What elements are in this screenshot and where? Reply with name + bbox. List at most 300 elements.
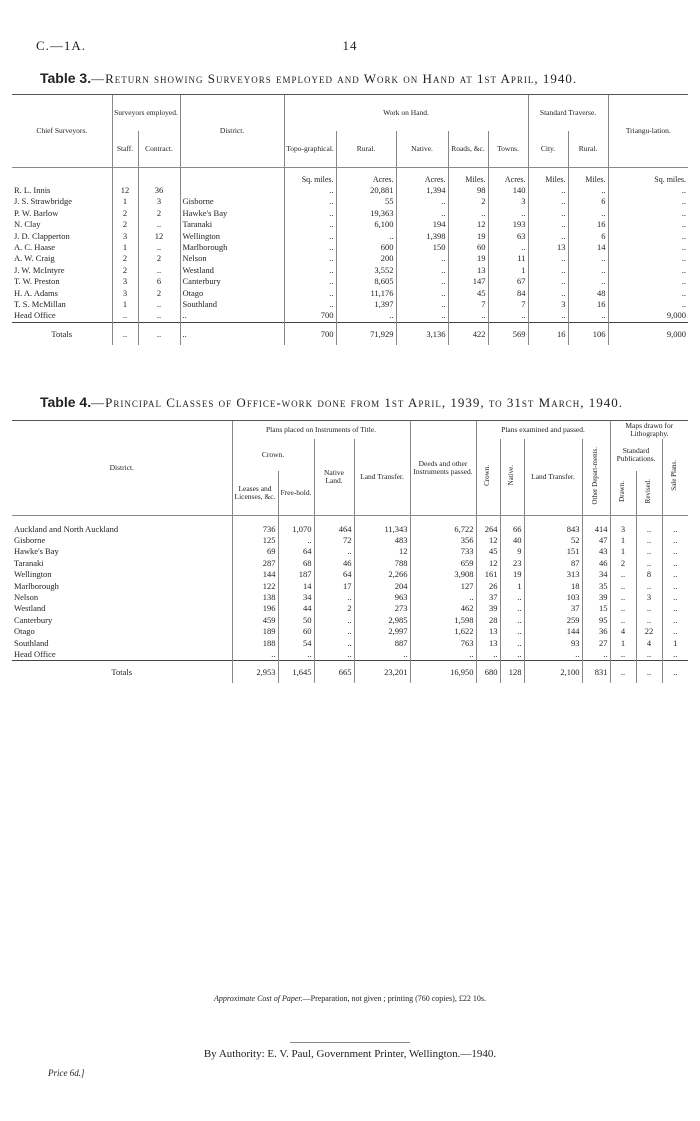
table-cell: ..: [314, 649, 354, 661]
table-cell: 4: [636, 638, 662, 649]
table-cell: ..: [528, 253, 568, 264]
th4-ex-native: Native.: [500, 439, 524, 515]
table-cell: Westland: [180, 265, 284, 276]
table-cell: 1: [488, 265, 528, 276]
totals-cell: 2,100: [524, 661, 582, 684]
table-cell: ..: [284, 242, 336, 253]
table-cell: 2,997: [354, 626, 410, 637]
table-cell: 3,552: [336, 265, 396, 276]
totals-cell: 3,136: [396, 322, 448, 345]
table-cell: ..: [568, 310, 608, 322]
table-cell: ..: [284, 231, 336, 242]
totals-cell: 680: [476, 661, 500, 684]
table-cell: 196: [232, 603, 278, 614]
table-cell: ..: [284, 288, 336, 299]
table-cell: ..: [488, 310, 528, 322]
table-cell: 125: [232, 535, 278, 546]
table-cell: 48: [568, 288, 608, 299]
th4-ex-crown: Crown.: [476, 439, 500, 515]
table-cell: ..: [662, 569, 688, 580]
table-cell: 659: [410, 558, 476, 569]
table-cell: Hawke's Bay: [180, 208, 284, 219]
totals-cell: ..: [610, 661, 636, 684]
table-cell: 122: [232, 581, 278, 592]
table-cell: ..: [528, 265, 568, 276]
table-cell: ..: [662, 626, 688, 637]
table-cell: ..: [528, 276, 568, 287]
table-cell: 26: [476, 581, 500, 592]
table-cell: ..: [608, 219, 688, 230]
table-cell: A. C. Haase: [14, 241, 56, 252]
table-cell: ..: [610, 569, 636, 580]
table-cell: ..: [138, 265, 180, 276]
table-cell: 18: [524, 581, 582, 592]
table-cell: ..: [488, 208, 528, 219]
table-cell: 11,343: [354, 515, 410, 535]
table-cell: ..: [448, 208, 488, 219]
unit-cell: Sq. miles.: [284, 167, 336, 185]
table-cell: 763: [410, 638, 476, 649]
table-cell: T. W. Preston: [14, 276, 60, 287]
table-cell: J. D. Clapperton: [14, 230, 70, 241]
table-cell: 60: [448, 242, 488, 253]
table-cell: Wellington: [14, 569, 52, 580]
table-cell: ..: [396, 208, 448, 219]
table-cell: ..: [500, 649, 524, 661]
table-cell: Westland: [14, 603, 46, 614]
table-cell: ..: [608, 242, 688, 253]
table-cell: 788: [354, 558, 410, 569]
table-row: [12, 535, 688, 546]
table-cell: 84: [488, 288, 528, 299]
table-cell: 1: [112, 299, 138, 310]
unit-cell: [12, 167, 112, 185]
table-cell: ..: [524, 649, 582, 661]
table-cell: A. W. Craig: [14, 253, 55, 264]
table-cell: 27: [582, 638, 610, 649]
table-cell: 189: [232, 626, 278, 637]
table-cell: 2: [610, 558, 636, 569]
table-cell: ..: [336, 310, 396, 322]
table-row: [12, 196, 688, 207]
table-cell: 200: [336, 253, 396, 264]
th4-revised: Revised.: [636, 471, 662, 515]
table-cell: ..: [396, 265, 448, 276]
table-row: [12, 546, 688, 557]
unit-cell: [112, 167, 138, 185]
totals-cell: 1,645: [278, 661, 314, 684]
table-cell: 188: [232, 638, 278, 649]
table-row: [12, 649, 688, 661]
table-row: [12, 569, 688, 580]
totals-cell: ..: [138, 322, 180, 345]
table-cell: 462: [410, 603, 476, 614]
table-row: [12, 242, 688, 253]
table-cell: J. S. Strawbridge: [14, 196, 73, 207]
table-cell: 2: [138, 288, 180, 299]
table-cell: ..: [500, 638, 524, 649]
table-cell: 464: [314, 515, 354, 535]
table-cell: ..: [610, 603, 636, 614]
table-cell: 47: [582, 535, 610, 546]
table-cell: R. L. Innis: [14, 184, 51, 195]
totals-cell: 16: [528, 322, 568, 345]
table-cell: 20,881: [336, 185, 396, 196]
table-cell: 2,266: [354, 569, 410, 580]
table-cell: ..: [528, 208, 568, 219]
authority-line: By Authority: E. V. Paul, Government Printer, Wellington.—1940.: [203, 1048, 497, 1060]
table-cell: ..: [608, 276, 688, 287]
table-cell: 16: [568, 299, 608, 310]
unit-cell: Miles.: [448, 167, 488, 185]
th-city: City.: [528, 131, 568, 167]
totals-row: [12, 661, 688, 684]
th-rural2: Rural.: [568, 131, 608, 167]
table-cell: 60: [278, 626, 314, 637]
table-cell: ..: [662, 558, 688, 569]
totals-cell: 569: [488, 322, 528, 345]
table-cell: ..: [396, 299, 448, 310]
table-row: [12, 288, 688, 299]
table-cell: 64: [314, 569, 354, 580]
table-cell: T. S. McMillan: [14, 298, 66, 309]
table-row: [12, 515, 688, 535]
table-cell: ..: [354, 649, 410, 661]
table-row: [12, 615, 688, 626]
table-cell: 1: [662, 638, 688, 649]
table-cell: ..: [396, 288, 448, 299]
table-cell: ..: [528, 196, 568, 207]
table-cell: 3: [610, 515, 636, 535]
table-cell: Marlborough: [180, 242, 284, 253]
table-row: [12, 603, 688, 614]
table-cell: Southland: [14, 637, 49, 648]
th4-freehold: Free-hold.: [278, 471, 314, 515]
table-cell: ..: [608, 196, 688, 207]
table-cell: 2: [314, 603, 354, 614]
table-cell: ..: [636, 581, 662, 592]
table-cell: ..: [662, 649, 688, 661]
totals-cell: ..: [180, 322, 284, 345]
th4-plans: Plans placed on Instruments of Title.: [232, 421, 410, 439]
totals-cell: ..: [662, 661, 688, 684]
table3: [12, 95, 688, 345]
table-cell: 11: [488, 253, 528, 264]
table3-title: —Return showing Surveyors employed and Work on Hand at 1st April, 1940.: [91, 71, 578, 86]
unit-cell: Miles.: [568, 167, 608, 185]
table-cell: 46: [582, 558, 610, 569]
table-cell: 23: [500, 558, 524, 569]
table-cell: ..: [500, 626, 524, 637]
table-cell: ..: [568, 265, 608, 276]
table-cell: 259: [524, 615, 582, 626]
table-cell: 12: [476, 535, 500, 546]
table-cell: ..: [314, 592, 354, 603]
table-cell: 138: [232, 592, 278, 603]
table-row: [12, 276, 688, 287]
table-cell: ..: [396, 253, 448, 264]
th4-leases: Leases and Licenses, &c.: [232, 471, 278, 515]
table-cell: 2: [112, 265, 138, 276]
table-cell: ..: [610, 592, 636, 603]
table-cell: J. W. McIntyre: [14, 264, 65, 275]
table-cell: 3,908: [410, 569, 476, 580]
th4-examined: Plans examined and passed.: [476, 421, 610, 439]
table-cell: 151: [524, 546, 582, 557]
totals-cell: 71,929: [336, 322, 396, 345]
table-cell: ..: [636, 603, 662, 614]
table-cell: 161: [476, 569, 500, 580]
table-cell: 95: [582, 615, 610, 626]
table-cell: 887: [354, 638, 410, 649]
table-row: [12, 638, 688, 649]
table-cell: 11,176: [336, 288, 396, 299]
table-cell: 4: [610, 626, 636, 637]
table-cell: Marlborough: [14, 580, 59, 591]
table-cell: Gisborne: [180, 196, 284, 207]
footer-rule: [290, 1042, 410, 1043]
table-cell: 54: [278, 638, 314, 649]
table-cell: Canterbury: [180, 276, 284, 287]
table-cell: 19,363: [336, 208, 396, 219]
table-cell: ..: [568, 276, 608, 287]
th4-drawn: Drawn.: [610, 471, 636, 515]
table-cell: Head Office: [14, 310, 56, 321]
table-cell: 2: [112, 208, 138, 219]
table-cell: ..: [410, 592, 476, 603]
table-cell: 45: [476, 546, 500, 557]
table-cell: Southland: [180, 299, 284, 310]
table-cell: ..: [568, 185, 608, 196]
table-cell: 2: [448, 196, 488, 207]
table-cell: 3: [138, 196, 180, 207]
table-cell: 22: [636, 626, 662, 637]
table-cell: Otago: [14, 626, 35, 637]
table-cell: 1,397: [336, 299, 396, 310]
table-cell: 17: [314, 581, 354, 592]
table-cell: 2: [138, 253, 180, 264]
table-cell: 19: [448, 253, 488, 264]
table-cell: ..: [528, 288, 568, 299]
table3-label: Table 3.: [40, 70, 92, 86]
table-cell: 273: [354, 603, 410, 614]
unit-cell: Acres.: [396, 167, 448, 185]
table-cell: 3: [112, 276, 138, 287]
table-cell: 963: [354, 592, 410, 603]
th4-ex-other: Other Depart-ments.: [582, 439, 610, 515]
table-cell: 1,398: [396, 231, 448, 242]
table-cell: 28: [476, 615, 500, 626]
table-cell: 1: [610, 546, 636, 557]
totals-cell: 9,000: [608, 322, 688, 345]
table-cell: 9,000: [608, 310, 688, 322]
table-cell: ..: [284, 196, 336, 207]
table-cell: Auckland and North Auckland: [14, 523, 119, 534]
unit-cell: Acres.: [488, 167, 528, 185]
table-cell: ..: [662, 615, 688, 626]
table4-caption: [40, 394, 680, 411]
table-cell: 600: [336, 242, 396, 253]
table-cell: ..: [284, 219, 336, 230]
table-cell: 733: [410, 546, 476, 557]
th4-ex-transfer: Land Transfer.: [524, 439, 582, 515]
table-cell: ..: [662, 592, 688, 603]
table-cell: 1,070: [278, 515, 314, 535]
table-cell: 144: [524, 626, 582, 637]
table-cell: ..: [528, 185, 568, 196]
table-cell: 34: [582, 569, 610, 580]
table-cell: 12: [138, 231, 180, 242]
unit-cell: [180, 167, 284, 185]
th-district: District.: [180, 95, 284, 167]
table-cell: ..: [528, 219, 568, 230]
table-cell: ..: [396, 310, 448, 322]
table-row: [12, 219, 688, 230]
table-cell: ..: [608, 185, 688, 196]
table-cell: ..: [568, 208, 608, 219]
table-cell: 14: [278, 581, 314, 592]
table-cell: ..: [636, 558, 662, 569]
table-cell: 736: [232, 515, 278, 535]
table3-caption: [40, 70, 680, 87]
table-cell: ..: [284, 276, 336, 287]
table-cell: ..: [636, 515, 662, 535]
table-cell: 7: [448, 299, 488, 310]
table-cell: ..: [568, 253, 608, 264]
table-row: [12, 558, 688, 569]
table-cell: ..: [500, 592, 524, 603]
table-cell: 150: [396, 242, 448, 253]
table-cell: 8: [636, 569, 662, 580]
totals-cell: 2,953: [232, 661, 278, 684]
table-cell: ..: [396, 196, 448, 207]
table-cell: 1,394: [396, 185, 448, 196]
table-cell: ..: [314, 638, 354, 649]
table-cell: 37: [524, 603, 582, 614]
table-cell: 14: [568, 242, 608, 253]
table-cell: 1,598: [410, 615, 476, 626]
table-cell: 12: [354, 546, 410, 557]
table-cell: 72: [314, 535, 354, 546]
table-cell: ..: [608, 231, 688, 242]
table-cell: 6: [568, 231, 608, 242]
table-cell: ..: [636, 535, 662, 546]
cost-text: —Preparation, not given ; printing (760 copies), £22 10s.: [302, 994, 486, 1003]
table-cell: Head Office: [14, 648, 56, 659]
table-row: [12, 581, 688, 592]
table-cell: ..: [610, 581, 636, 592]
totals-cell: 128: [500, 661, 524, 684]
unit-cell: Acres.: [336, 167, 396, 185]
table-cell: 6: [568, 196, 608, 207]
table-cell: ..: [396, 276, 448, 287]
table-cell: ..: [500, 603, 524, 614]
table-cell: ..: [662, 515, 688, 535]
th4-native: Native Land.: [314, 439, 354, 515]
unit-cell: [138, 167, 180, 185]
table-cell: ..: [610, 649, 636, 661]
th4-sale: Sale Plans.: [662, 439, 688, 515]
table-cell: 46: [314, 558, 354, 569]
table-row: [12, 185, 688, 196]
table-cell: 356: [410, 535, 476, 546]
table-cell: 1: [610, 638, 636, 649]
th-roads: Roads, &c.: [448, 131, 488, 167]
table-row: [12, 265, 688, 276]
table-cell: 127: [410, 581, 476, 592]
table-cell: ..: [284, 253, 336, 264]
table-cell: ..: [636, 615, 662, 626]
table-cell: 1: [500, 581, 524, 592]
table-cell: 3: [112, 231, 138, 242]
table-cell: H. A. Adams: [14, 287, 58, 298]
table-row: [12, 626, 688, 637]
table-cell: ..: [636, 546, 662, 557]
table-cell: 66: [500, 515, 524, 535]
table-cell: [180, 185, 284, 196]
table-cell: 37: [476, 592, 500, 603]
table-cell: 204: [354, 581, 410, 592]
table-cell: 6,100: [336, 219, 396, 230]
table-cell: ..: [662, 546, 688, 557]
table-cell: ..: [608, 265, 688, 276]
table-cell: ..: [336, 231, 396, 242]
table-cell: 13: [476, 626, 500, 637]
table-cell: 2: [138, 208, 180, 219]
th-staff: Staff.: [112, 131, 138, 167]
table-row: [12, 208, 688, 219]
table-cell: ..: [608, 288, 688, 299]
table-cell: ..: [314, 615, 354, 626]
totals-row: [12, 322, 688, 345]
table-cell: ..: [488, 242, 528, 253]
table-cell: 63: [488, 231, 528, 242]
table-cell: Gisborne: [14, 534, 46, 545]
table-cell: ..: [662, 603, 688, 614]
totals-cell: Totals: [12, 322, 112, 345]
table-cell: 3: [112, 288, 138, 299]
table-cell: 98: [448, 185, 488, 196]
table-cell: 12: [112, 185, 138, 196]
table-cell: 68: [278, 558, 314, 569]
table-cell: 843: [524, 515, 582, 535]
table-cell: ..: [314, 626, 354, 637]
unit-cell: Sq. miles.: [608, 167, 688, 185]
table-cell: 19: [448, 231, 488, 242]
table-cell: 9: [500, 546, 524, 557]
table-cell: 313: [524, 569, 582, 580]
th-towns: Towns.: [488, 131, 528, 167]
table-cell: ..: [528, 231, 568, 242]
table-cell: 2,985: [354, 615, 410, 626]
table-cell: 1: [610, 535, 636, 546]
table-cell: 13: [448, 265, 488, 276]
th4-district: District.: [12, 421, 232, 515]
table-cell: 103: [524, 592, 582, 603]
table-cell: 483: [354, 535, 410, 546]
table-cell: P. W. Barlow: [14, 207, 59, 218]
table-cell: 36: [582, 626, 610, 637]
table-cell: ..: [608, 299, 688, 310]
table-cell: 39: [476, 603, 500, 614]
table-cell: 1: [112, 196, 138, 207]
table-cell: ..: [284, 185, 336, 196]
totals-cell: 700: [284, 322, 336, 345]
table-cell: 45: [448, 288, 488, 299]
table-cell: ..: [448, 310, 488, 322]
table-cell: N. Clay: [14, 219, 41, 230]
table-cell: ..: [112, 310, 138, 322]
